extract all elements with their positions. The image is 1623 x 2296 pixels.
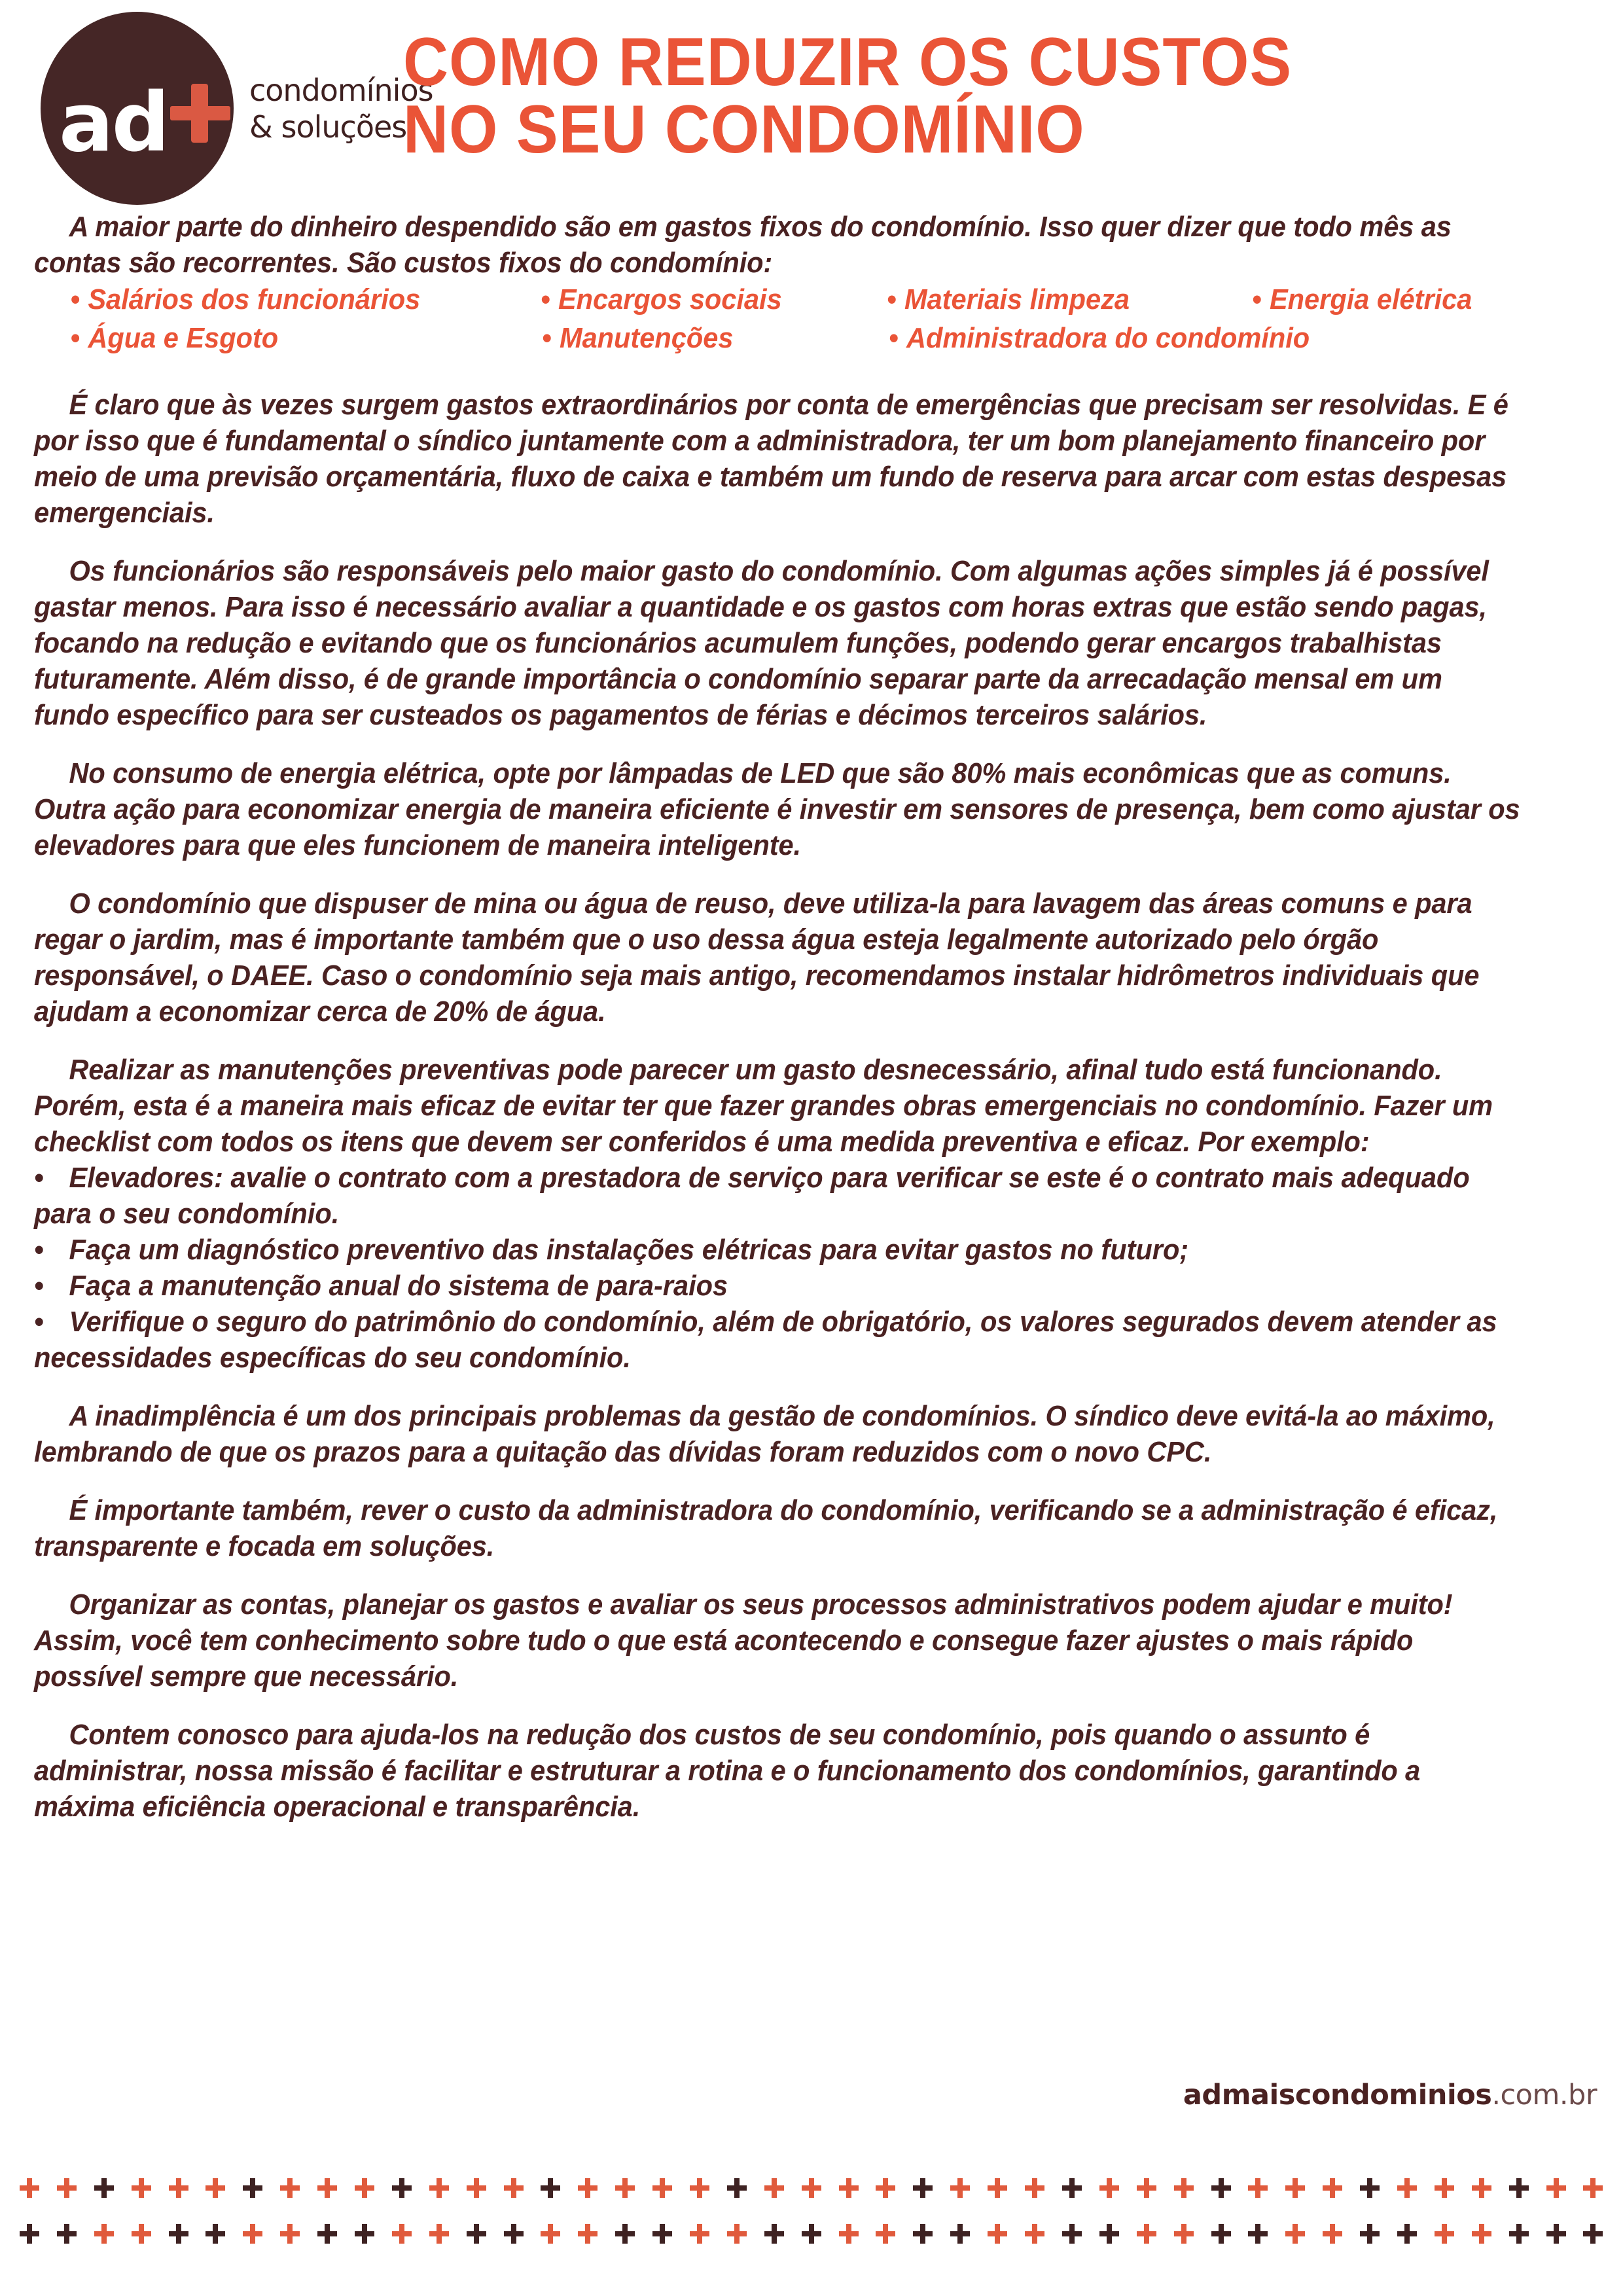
plus-icon — [317, 2224, 337, 2244]
plus-icon — [1472, 2224, 1491, 2244]
list-item: • Faça a manutenção anual do sistema de para-raios — [34, 1270, 728, 1302]
plus-icon — [132, 2178, 151, 2198]
plus-icon — [317, 2178, 337, 2198]
plus-icon — [1137, 2178, 1156, 2198]
plus-icon — [764, 2224, 784, 2244]
plus-icon — [355, 2178, 374, 2198]
brand-logo — [41, 12, 433, 205]
plus-icon — [467, 2178, 486, 2198]
plus-icon — [1025, 2178, 1044, 2198]
plus-icon — [652, 2178, 672, 2198]
plus-icon — [1174, 2178, 1194, 2198]
plus-icon — [950, 2224, 970, 2244]
list-item: • Materiais limpeza — [887, 281, 1236, 319]
plus-icon — [1323, 2224, 1342, 2244]
list-item: • Água e Esgoto — [34, 320, 519, 357]
plus-icon — [169, 2178, 188, 2198]
plus-icon — [280, 2224, 300, 2244]
plus-icon — [1062, 2224, 1082, 2244]
paragraph-3: No consumo de energia elétrica, opte por lâmpadas de LED que são 80% mais econômicas que as comuns. Outra ação para economizar energia de maneira eficiente é investir em sensores de presença, bem como ajustar os elevadores para que eles funcionem de maneira inteligente. — [34, 758, 1520, 861]
plus-icon — [1546, 2178, 1566, 2198]
plus-icon — [467, 2224, 486, 2244]
plus-icon — [1099, 2178, 1119, 2198]
list-item: • Faça um diagnóstico preventivo das instalações elétricas para evitar gastos no futuro; — [34, 1234, 1189, 1266]
plus-icon — [169, 2224, 188, 2244]
paragraph-4: O condomínio que dispuser de mina ou água de reuso, deve utiliza-la para lavagem das áreas comuns e para regar o jardim, mas é importante também que o uso dessa água esteja legalmente autorizado pelo órgão responsável, o DAEE. Caso o condomínio seja mais antigo, recomendamos instalar hidrômetros individuais que ajudam a economizar cerca de 20% de água. — [34, 888, 1480, 1028]
plus-icon — [1472, 2178, 1491, 2198]
plus-icon — [243, 2224, 262, 2244]
plus-icon — [94, 2224, 114, 2244]
plus-icon — [1509, 2224, 1529, 2244]
intro-paragraph: A maior parte do dinheiro despendido são em gastos fixos do condomínio. Isso quer dizer que todo mês as contas são recorrentes. São custos fixos do condomínio: — [34, 211, 1452, 279]
plus-icon — [1435, 2224, 1454, 2244]
logo-letters: ad — [59, 76, 168, 170]
plus-icon — [690, 2178, 709, 2198]
plus-icon — [1546, 2224, 1566, 2244]
plus-icon — [652, 2224, 672, 2244]
plus-icon — [876, 2224, 895, 2244]
maintenance-checklist — [34, 1160, 1592, 1376]
plus-icon — [57, 2178, 77, 2198]
plus-icon — [1025, 2224, 1044, 2244]
plus-icon — [839, 2224, 859, 2244]
plus-icon — [355, 2224, 374, 2244]
plus-icon — [578, 2178, 597, 2198]
plus-icon — [764, 2178, 784, 2198]
plus-icon — [1397, 2178, 1417, 2198]
plus-icon — [20, 2224, 39, 2244]
brand-tagline-line1: condomínios — [249, 72, 433, 108]
paragraph-6: A inadimplência é um dos principais problemas da gestão de condomínios. O síndico deve evitá-la ao máximo, lembrando de que os prazos para a quitação das dívidas foram reduzidos com o novo CPC. — [34, 1401, 1495, 1468]
plus-icon — [20, 2178, 39, 2198]
plus-icon — [727, 2224, 747, 2244]
plus-icon — [94, 2178, 114, 2198]
plus-border-row-2 — [0, 2224, 1623, 2244]
plus-icon — [615, 2224, 635, 2244]
decorative-plus-border — [0, 2178, 1623, 2270]
plus-icon — [1174, 2224, 1194, 2244]
plus-icon — [913, 2224, 933, 2244]
plus-border-row-1 — [0, 2178, 1623, 2198]
plus-icon — [1099, 2224, 1119, 2244]
plus-icon — [802, 2224, 821, 2244]
plus-icon — [1360, 2224, 1380, 2244]
plus-icon — [1285, 2224, 1305, 2244]
plus-icon — [1583, 2178, 1603, 2198]
article-body — [34, 209, 1592, 1848]
paragraph-7: É importante também, rever o custo da administradora do condomínio, verificando se a administração é eficaz, transparente e focada em soluções. — [34, 1495, 1498, 1562]
fixed-costs-list — [34, 281, 1592, 359]
plus-icon — [1285, 2178, 1305, 2198]
plus-icon — [913, 2178, 933, 2198]
plus-icon — [1323, 2178, 1342, 2198]
paragraph-9: Contem conosco para ajuda-los na redução dos custos de seu condomínio, pois quando o assunto é administrar, nossa missão é facilitar e estruturar a rotina e o funcionamento dos condomínios, garantindo a máxima eficiência operacional e transparência. — [34, 1719, 1421, 1823]
plus-icon — [1062, 2178, 1082, 2198]
page-header — [0, 0, 1623, 203]
paragraph-5: Realizar as manutenções preventivas pode parecer um gasto desnecessário, afinal tudo está funcionando. Porém, esta é a maneira mais eficaz de evitar ter que fazer grandes obras emergenciais no condomínio. Fazer um checklist com todos os itens que devem ser conferidos é uma medida preventiva e eficaz. Por exemplo: — [34, 1054, 1493, 1158]
plus-icon — [392, 2224, 412, 2244]
plus-icon — [988, 2224, 1007, 2244]
paragraph-2: Os funcionários são responsáveis pelo maior gasto do condomínio. Com algumas ações simples já é possível gastar menos. Para isso é necessário avaliar a quantidade e os gastos com horas extras que estão sendo pagas, focando na redução e evitando que os funcionários acumulem funções, podendo gerar encargos trabalhistas futuramente. Além disso, é de grande importância o condomínio separar parte da arrecadação mensal em um fundo específico para ser custeados os pagamentos de férias e décimos terceiros salários. — [34, 556, 1489, 731]
plus-icon — [1360, 2178, 1380, 2198]
plus-icon — [57, 2224, 77, 2244]
plus-icon — [988, 2178, 1007, 2198]
list-item: • Energia elétrica — [1252, 281, 1576, 319]
plus-icon — [429, 2224, 449, 2244]
list-item: • Salários dos funcionários — [34, 281, 518, 319]
plus-icon — [541, 2224, 560, 2244]
plus-icon — [280, 2178, 300, 2198]
plus-icon — [1211, 2178, 1231, 2198]
paragraph-1: É claro que às vezes surgem gastos extraordinários por conta de emergências que precisam ser resolvidas. E é por isso que é fundamental o síndico juntamente com a administradora, ter um bom planejamento financeiro por meio de uma previsão orçamentária, fluxo de caixa e também um fundo de reserva para arcar com estas despesas emergenciais. — [34, 389, 1508, 529]
list-item: • Administradora do condomínio — [889, 320, 1239, 357]
list-item: • Encargos sociais — [541, 281, 871, 319]
fixed-costs-row-2 — [34, 320, 1592, 357]
plus-icon — [205, 2178, 225, 2198]
plus-icon — [839, 2178, 859, 2198]
page-title-line-1: COMO REDUZIR OS CUSTOS — [403, 24, 1293, 100]
website-tld: .com.br — [1491, 2079, 1597, 2111]
plus-icon — [802, 2178, 821, 2198]
plus-icon — [690, 2224, 709, 2244]
list-item: • Elevadores: avalie o contrato com a prestadora de serviço para verificar se este é o contrato mais adequado para o seu condomínio. — [34, 1162, 1470, 1230]
plus-icon — [876, 2178, 895, 2198]
website-url[interactable] — [1183, 2079, 1597, 2111]
list-item: • Manutenções — [542, 320, 873, 357]
plus-icon — [392, 2178, 412, 2198]
brand-tagline-line2: & soluções — [249, 109, 407, 145]
plus-icon — [727, 2178, 747, 2198]
plus-icon — [1248, 2224, 1268, 2244]
plus-icon — [950, 2178, 970, 2198]
plus-icon — [504, 2178, 524, 2198]
page-title — [403, 24, 1601, 168]
website-domain: admaiscondominios — [1183, 2079, 1492, 2111]
plus-icon — [1137, 2224, 1156, 2244]
paragraph-8: Organizar as contas, planejar os gastos e avaliar os seus processos administrativos podem ajudar e muito! Assim, você tem conhecimento sobre tudo o que está acontecendo e consegue fazer ajustes o mais rápido possível sempre que necessário. — [34, 1589, 1453, 1693]
plus-icon — [1509, 2178, 1529, 2198]
logo-plus-icon — [170, 84, 230, 143]
plus-icon — [615, 2178, 635, 2198]
list-item: • Verifique o seguro do patrimônio do condomínio, além de obrigatório, os valores segurados devem atender as necessidades específicas do seu condomínio. — [34, 1306, 1497, 1374]
plus-icon — [541, 2178, 560, 2198]
plus-icon — [578, 2224, 597, 2244]
page-title-line-2: NO SEU CONDOMÍNIO — [403, 92, 1085, 168]
plus-icon — [243, 2178, 262, 2198]
plus-icon — [1583, 2224, 1603, 2244]
plus-icon — [1435, 2178, 1454, 2198]
plus-icon — [1397, 2224, 1417, 2244]
plus-icon — [429, 2178, 449, 2198]
plus-icon — [132, 2224, 151, 2244]
fixed-costs-row-1 — [34, 281, 1592, 319]
plus-icon — [504, 2224, 524, 2244]
plus-icon — [1248, 2178, 1268, 2198]
plus-icon — [205, 2224, 225, 2244]
plus-icon — [1211, 2224, 1231, 2244]
logo-circle-icon — [41, 12, 234, 205]
